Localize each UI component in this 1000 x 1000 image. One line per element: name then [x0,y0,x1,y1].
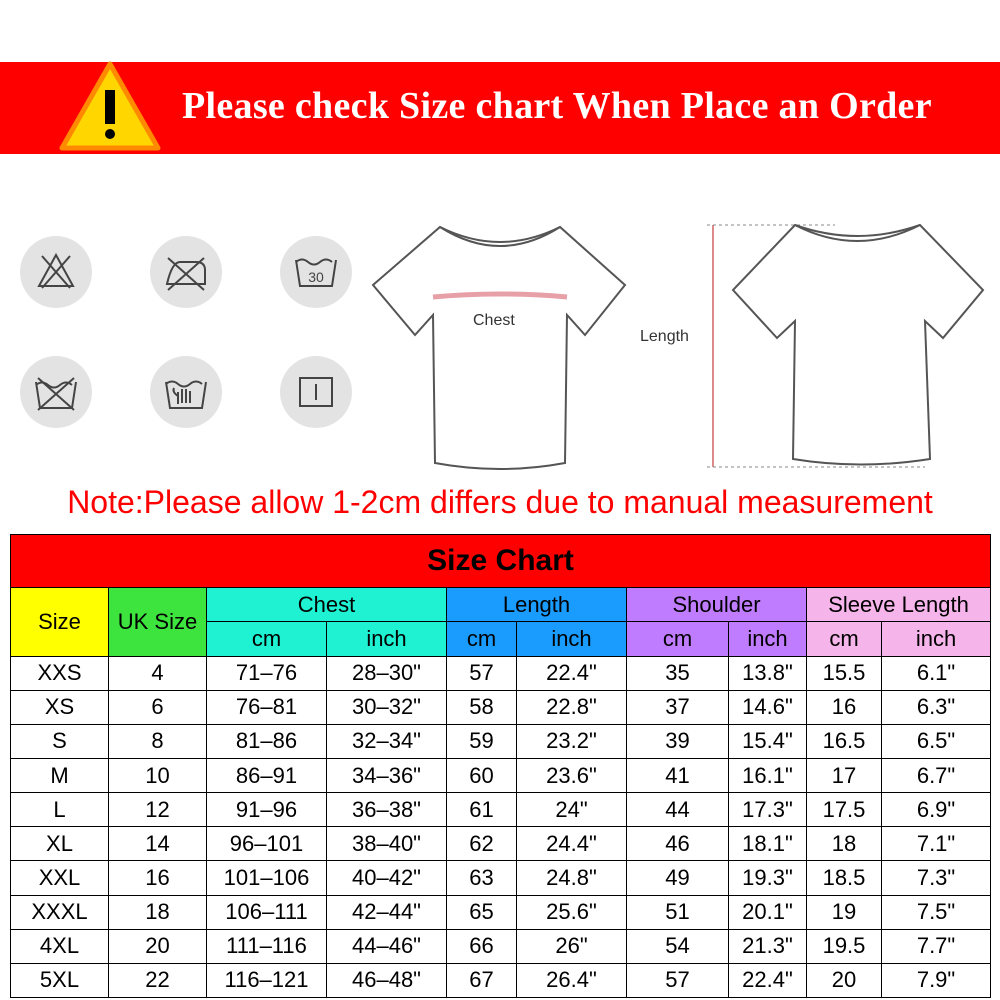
cell-chest-cm: 86–91 [207,758,327,792]
cell-uk-size: 20 [109,929,207,963]
length-inch-header: inch [517,622,627,656]
cell-size: XXL [11,861,109,895]
cell-shoulder-inch: 13.8" [729,656,807,690]
cell-chest-inch: 36–38" [327,793,447,827]
cell-uk-size: 12 [109,793,207,827]
cell-uk-size: 14 [109,827,207,861]
uk-size-header: UK Size [109,588,207,656]
chest-measurement-line [433,294,567,297]
cell-sleeve-inch: 7.1" [882,827,991,861]
cell-shoulder-inch: 14.6" [729,690,807,724]
back-tshirt-outline [733,225,983,465]
cell-size: 4XL [11,929,109,963]
cell-chest-inch: 44–46" [327,929,447,963]
cell-chest-cm: 76–81 [207,690,327,724]
shoulder-header: Shoulder [627,588,807,622]
cell-chest-inch: 42–44" [327,895,447,929]
cell-sleeve-cm: 18.5 [807,861,882,895]
cell-sleeve-cm: 19 [807,895,882,929]
cell-shoulder-cm: 39 [627,724,729,758]
cell-length-cm: 57 [447,656,517,690]
table-row [11,895,991,929]
cell-chest-cm: 96–101 [207,827,327,861]
size-header: Size [11,588,109,656]
cell-chest-inch: 28–30" [327,656,447,690]
cell-chest-cm: 106–111 [207,895,327,929]
cell-size: L [11,793,109,827]
table-row [11,690,991,724]
shoulder-inch-header: inch [729,622,807,656]
cell-length-cm: 60 [447,758,517,792]
measurement-note: Note:Please allow 1-2cm differs due to manual measurement [67,484,933,520]
cell-shoulder-inch: 22.4" [729,963,807,997]
cell-chest-cm: 91–96 [207,793,327,827]
do-not-wash-icon [20,356,92,428]
cell-length-cm: 66 [447,929,517,963]
cell-chest-cm: 101–106 [207,861,327,895]
shoulder-cm-header: cm [627,622,729,656]
cell-chest-inch: 46–48" [327,963,447,997]
cell-size: 5XL [11,963,109,997]
cell-size: XS [11,690,109,724]
size-chart-table [10,534,991,998]
cell-length-inch: 23.2" [517,724,627,758]
cell-shoulder-cm: 41 [627,758,729,792]
size-chart-title: Size Chart [11,535,991,588]
cell-chest-inch: 38–40" [327,827,447,861]
cell-shoulder-cm: 49 [627,861,729,895]
cell-shoulder-cm: 37 [627,690,729,724]
cell-length-inch: 22.4" [517,656,627,690]
chest-label: Chest [473,312,515,329]
cell-chest-inch: 34–36" [327,758,447,792]
cell-shoulder-cm: 57 [627,963,729,997]
table-row [11,724,991,758]
cell-chest-cm: 71–76 [207,656,327,690]
cell-sleeve-inch: 6.3" [882,690,991,724]
hand-wash-icon [150,356,222,428]
cell-length-inch: 22.8" [517,690,627,724]
cell-length-cm: 67 [447,963,517,997]
wash-temp-label: 30 [308,269,324,285]
cell-sleeve-inch: 7.5" [882,895,991,929]
cell-chest-inch: 32–34" [327,724,447,758]
cell-sleeve-inch: 6.9" [882,793,991,827]
cell-length-inch: 24" [517,793,627,827]
cell-sleeve-cm: 16 [807,690,882,724]
chest-cm-header: cm [207,622,327,656]
chest-header: Chest [207,588,447,622]
tumble-dry-icon [280,356,352,428]
cell-sleeve-inch: 7.3" [882,861,991,895]
table-row [11,861,991,895]
table-row [11,827,991,861]
cell-sleeve-inch: 7.7" [882,929,991,963]
cell-shoulder-inch: 21.3" [729,929,807,963]
cell-sleeve-cm: 19.5 [807,929,882,963]
cell-size: M [11,758,109,792]
do-not-iron-icon [150,236,222,308]
cell-chest-cm: 116–121 [207,963,327,997]
cell-length-inch: 24.8" [517,861,627,895]
cell-sleeve-inch: 6.7" [882,758,991,792]
cell-shoulder-cm: 46 [627,827,729,861]
cell-uk-size: 6 [109,690,207,724]
cell-sleeve-inch: 7.9" [882,963,991,997]
cell-length-inch: 25.6" [517,895,627,929]
table-row [11,963,991,997]
cell-length-cm: 58 [447,690,517,724]
cell-length-inch: 24.4" [517,827,627,861]
cell-sleeve-cm: 17 [807,758,882,792]
sleeve-length-header: Sleeve Length [807,588,991,622]
cell-shoulder-inch: 18.1" [729,827,807,861]
cell-chest-inch: 40–42" [327,861,447,895]
cell-chest-cm: 111–116 [207,929,327,963]
length-header: Length [447,588,627,622]
do-not-bleach-icon [20,236,92,308]
cell-size: XXXL [11,895,109,929]
tshirt-measurement-diagram [365,205,1000,480]
cell-length-inch: 26" [517,929,627,963]
banner-title: Please check Size chart When Place an Order [182,85,932,127]
cell-length-inch: 23.6" [517,758,627,792]
cell-chest-inch: 30–32" [327,690,447,724]
cell-sleeve-cm: 17.5 [807,793,882,827]
chest-inch-header: inch [327,622,447,656]
cell-sleeve-cm: 16.5 [807,724,882,758]
wash-30-icon [280,236,352,308]
cell-uk-size: 16 [109,861,207,895]
front-tshirt-outline [373,227,625,469]
cell-sleeve-cm: 20 [807,963,882,997]
cell-uk-size: 8 [109,724,207,758]
cell-uk-size: 18 [109,895,207,929]
table-row [11,793,991,827]
cell-uk-size: 4 [109,656,207,690]
size-chart-body [11,656,991,997]
cell-size: XL [11,827,109,861]
cell-length-cm: 62 [447,827,517,861]
cell-shoulder-cm: 44 [627,793,729,827]
cell-shoulder-inch: 20.1" [729,895,807,929]
cell-length-cm: 61 [447,793,517,827]
sleeve-cm-header: cm [807,622,882,656]
cell-sleeve-inch: 6.1" [882,656,991,690]
cell-shoulder-cm: 35 [627,656,729,690]
cell-shoulder-cm: 51 [627,895,729,929]
cell-length-cm: 59 [447,724,517,758]
table-row [11,929,991,963]
cell-uk-size: 10 [109,758,207,792]
cell-shoulder-inch: 16.1" [729,758,807,792]
cell-sleeve-cm: 18 [807,827,882,861]
cell-shoulder-inch: 17.3" [729,793,807,827]
cell-sleeve-cm: 15.5 [807,656,882,690]
cell-length-inch: 26.4" [517,963,627,997]
cell-shoulder-inch: 19.3" [729,861,807,895]
cell-shoulder-cm: 54 [627,929,729,963]
length-label: Length [640,328,689,345]
cell-shoulder-inch: 15.4" [729,724,807,758]
warning-icon [58,60,162,154]
table-row [11,656,991,690]
cell-size: S [11,724,109,758]
table-row [11,758,991,792]
length-cm-header: cm [447,622,517,656]
cell-uk-size: 22 [109,963,207,997]
cell-sleeve-inch: 6.5" [882,724,991,758]
sleeve-inch-header: inch [882,622,991,656]
cell-size: XXS [11,656,109,690]
cell-chest-cm: 81–86 [207,724,327,758]
cell-length-cm: 65 [447,895,517,929]
cell-length-cm: 63 [447,861,517,895]
